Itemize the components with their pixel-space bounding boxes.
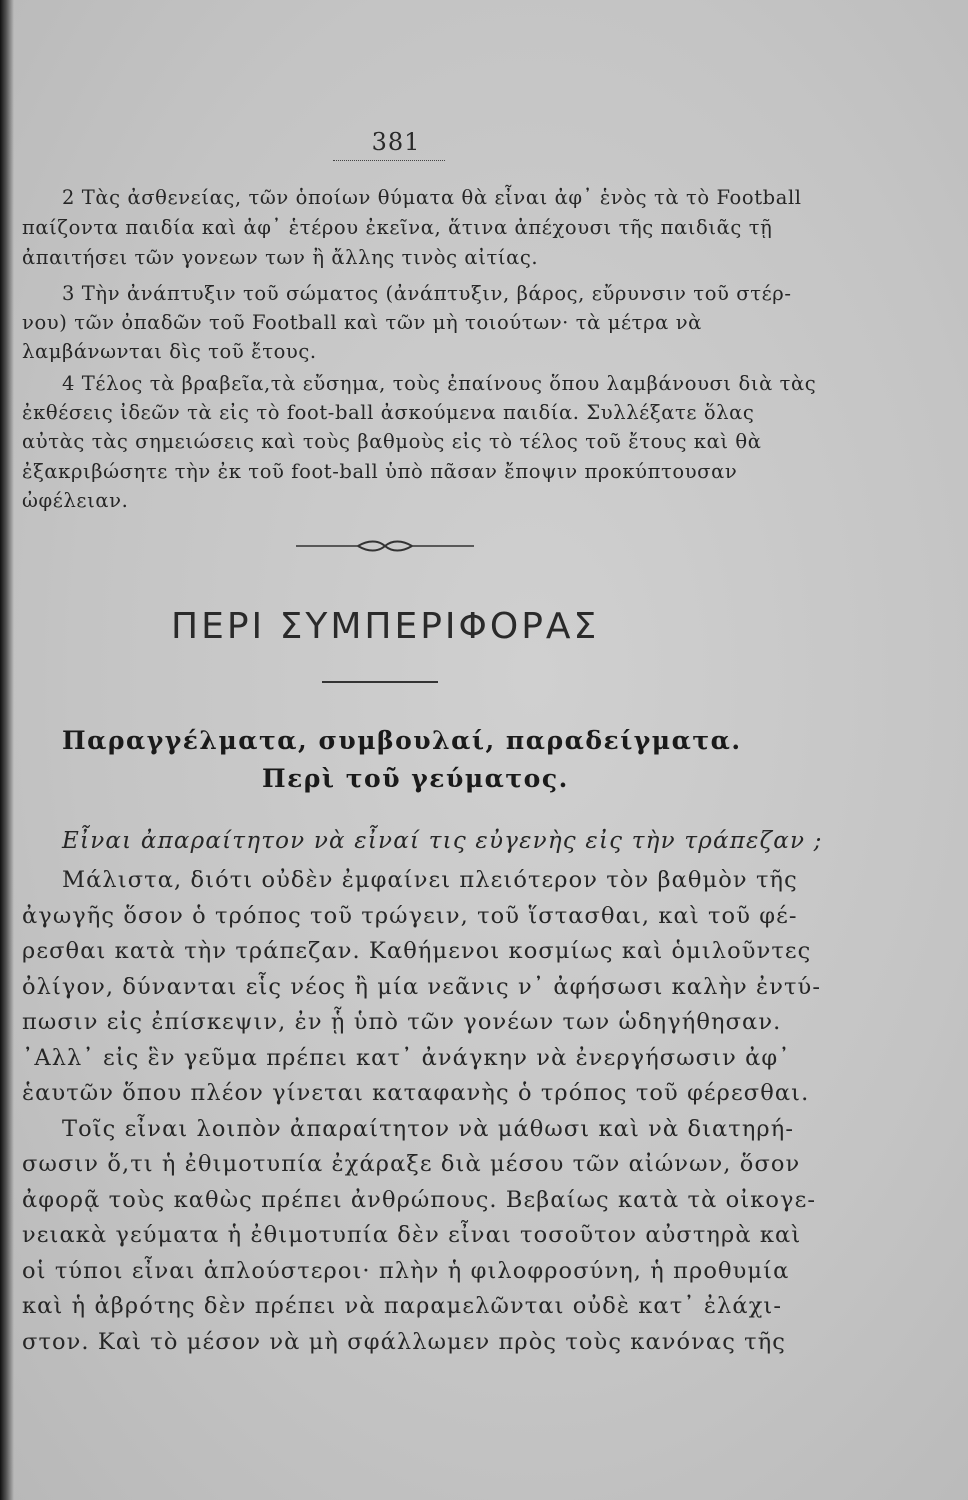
- text-line: 2 Τὰς ἀσθενείας, τῶν ὁποίων θύματα θὰ εἶναι ἀφ᾽ ἑνὸς τὰ τὸ Football: [62, 186, 802, 209]
- text-line: ἐκθέσεις ἰδεῶν τὰ εἰς τὸ foot-ball ἀσκούμενα παιδία. Συλλέξατε ὅλας: [22, 401, 755, 424]
- body-line: ᾽Αλλ᾽ εἰς ἓν γεῦμα πρέπει κατ᾽ ἀνάγκην νὰ ἐνεργήσωσιν ἀφ᾽: [22, 1045, 791, 1071]
- body-line: ρεσθαι κατὰ τὴν τράπεζαν. Καθήμενοι κοσμίως καὶ ὁμιλοῦντες: [22, 938, 812, 964]
- page-number: 381: [371, 128, 421, 156]
- text-line: 4 Τέλος τὰ βραβεῖα,τὰ εὔσημα, τοὺς ἐπαίνους ὅπου λαμβάνουσι διὰ τὰς: [62, 372, 817, 395]
- body-line: Μάλιστα, διότι οὐδὲν ἐμφαίνει πλειότερον τὸν βαθμὸν τῆς: [62, 867, 798, 893]
- subtitle-meal: Περὶ τοῦ γεύματος.: [262, 764, 569, 793]
- text-line: παίζοντα παιδία καὶ ἀφ᾽ ἑτέρου ἐκεῖνα, ἅτινα ἀπέχουσι τῆς παιδιᾶς τῇ: [22, 216, 773, 239]
- body-line: Τοῖς εἶναι λοιπὸν ἀπαραίτητον νὰ μάθωσι καὶ νὰ διατηρή-: [62, 1116, 795, 1142]
- text-line: λαμβάνωνται δὶς τοῦ ἔτους.: [22, 340, 317, 363]
- text-line: ἐξακριβώσητε τὴν ἐκ τοῦ foot-ball ὑπὸ πᾶσαν ἔποψιν προκύπτουσαν: [22, 460, 738, 483]
- body-line: οἱ τύποι εἶναι ἁπλούστεροι· πλὴν ἡ φιλοφροσύνη, ἡ προθυμία: [22, 1258, 790, 1284]
- text-line: 3 Τὴν ἀνάπτυξιν τοῦ σώματος (ἀνάπτυξιν, βάρος, εὔρυνσιν τοῦ στέρ-: [62, 282, 792, 305]
- ornament-divider: [296, 536, 474, 556]
- body-line: ἀφορᾷ τοὺς καθὼς πρέπει ἀνθρώπους. Βεβαίως κατὰ τὰ οἰκογε-: [22, 1187, 817, 1213]
- body-line: καὶ ἡ ἀβρότης δὲν πρέπει νὰ παραμελῶνται οὐδὲ κατ᾽ ἐλάχι-: [22, 1293, 783, 1319]
- text-line: ἀπαιτήσει τῶν γονεων των ἢ ἄλλης τινὸς αἰτίας.: [22, 246, 539, 269]
- body-line: ἀγωγῆς ὅσον ὁ τρόπος τοῦ τρώγειν, τοῦ ἵστασθαι, καὶ τοῦ φέ-: [22, 903, 798, 929]
- body-line: ἑαυτῶν ὅπου πλέον γίνεται καταφανὴς ὁ τρόπος τοῦ φέρεσθαι.: [22, 1080, 810, 1106]
- body-line: σωσιν ὅ,τι ἡ ἐθιμοτυπία ἐχάραξε διὰ μέσου τῶν αἰώνων, ὅσον: [22, 1151, 801, 1177]
- title-rule: [322, 681, 438, 683]
- subtitle: Παραγγέλματα, συμβουλαί, παραδείγματα.: [62, 726, 742, 755]
- text-line: νου) τῶν ὀπαδῶν τοῦ Football καὶ τῶν μὴ τοιούτων· τὰ μέτρα νὰ: [22, 311, 702, 334]
- text-line: αὐτὰς τὰς σημειώσεις καὶ τοὺς βαθμοὺς εἰς τὸ τέλος τοῦ ἔτους καὶ θὰ: [22, 430, 762, 453]
- text-line: ὠφέλειαν.: [22, 489, 129, 512]
- body-line: στον. Καὶ τὸ μέσον νὰ μὴ σφάλλωμεν πρὸς τοὺς κανόνας τῆς: [22, 1329, 787, 1355]
- section-title: ΠΕΡΙ ΣΥΜΠΕΡΙΦΟΡΑΣ: [171, 606, 600, 647]
- binding-shadow: [0, 0, 14, 1500]
- body-line: ὀλίγον, δύνανται εἷς νέος ἢ μία νεᾶνις ν᾽ ἀφήσωσι καλὴν ἐντύ-: [22, 974, 822, 1000]
- body-line: πωσιν εἰς ἐπίσκεψιν, ἐν ᾗ ὑπὸ τῶν γονέων των ὡδηγήθησαν.: [22, 1009, 782, 1035]
- question-heading: Εἶναι ἀπαραίτητον νὰ εἶναί τις εὐγενὴς εἰς τὴν τράπεζαν ;: [62, 828, 823, 854]
- page-number-rule: [333, 160, 445, 161]
- body-line: νειακὰ γεύματα ἡ ἐθιμοτυπία δὲν εἶναι τοσοῦτον αὐστηρὰ καὶ: [22, 1222, 802, 1248]
